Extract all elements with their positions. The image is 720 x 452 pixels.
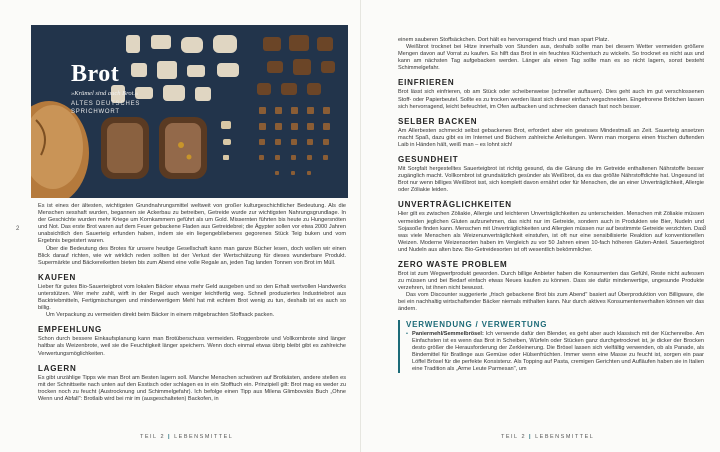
heading-zero-waste: ZERO WASTE PROBLEM (398, 259, 508, 269)
unvertraeglichkeiten-text: Hier gilt es zwischen Zöliakie, Allergie und leichteren Unverträglichkeiten zu unterscheiden. Menschen mit Zöliakie müssen vermeiden jeglichen Gluten aufzunehmen, das nicht nur im Getreide, sondern auch in Produkten wie Bier, Nudeln und Sojasoße finden kann. Menschen mit Unverträglichkeiten und Allergien müssen nur auf bestimmte Getreide verzichten. Das was viele Menschen als Weizenunverträglichkeit einstufen, ist oft nur eine sensibilisierte Reaktion auf konventionellen Weizen. Moderne Weizensorten haben im Vergleich zu vor 50 Jahren einen 10-fach höheren Gluten-Anteil. Sauerteigbrot und Nudeln aus alten bzw. Bio-Getreidesorten ist oft wesentlich bekömmlicher. (398, 211, 704, 253)
verwendung-list (406, 331, 704, 374)
quote-source: ALTES DEUTSCHES SPRICHWORT (71, 101, 141, 115)
footer-divider: | (168, 434, 175, 440)
einfrieren-text: Brot lässt sich einfrieren, ob am Stück oder scheibenweise (schneller auftauen). Dies geht auch im gut verschlossenen Stoff- oder Papierbeutel. Sollte es zu trocken werden lässt sich dieser einfach wegschneiden. Eingefrorene Brötchen lassen sich hervorragend, leicht befeuchtet, im Ofen aufbacken und schmecken danach fast noch besser. (398, 89, 704, 110)
zero-waste-text-2: Das vom Discounter suggerierte „frisch gebackene Brot bis zum Abend" basiert auf Überproduktion von Billigware, die bei ein nachhaltig wirtschaftender Bäcker niemals mithalten kann. Nur durch aktives Konsumentenverhalten können wir das ändern. (398, 292, 704, 313)
heading-einfrieren: EINFRIEREN (398, 78, 455, 88)
right-text-column (398, 37, 707, 373)
empfehlung-text: Schon durch bessere Einkaufsplanung kann man Brotüberschuss vermeiden. Roggenbrote und Vollkornbrote sind länger haltbar als Weizenbrote, weil sie die Feuchtigkeit länger speichern. Wenn doch einmal etwas übrig bleibt gibt es zahlreiche Verwertungsmöglichkeiten. (38, 336, 346, 357)
page-number-left: 2 (16, 226, 20, 232)
gesundheit-text: Mit Sorgfalt hergestelltes Sauerteigbrot ist richtig gesund, da die Gärung die im Getreide enthaltenen Nährstoffe besser zugänglich macht. Vollkornbrot ist grundsätzlich gesünder als Weißbrot, da es das größte Nährstoffdichte hat. Ungesund ist Brot nur wenn billiges Weißbrot isst, sich komplett davon ernährt oder für Menschen, die an einer Unverträglichkeit, Allergie oder Zöliakie leiden. (398, 166, 704, 194)
footer-right (501, 434, 594, 440)
page-number-right: 3 (703, 226, 707, 232)
lagern-text: Es gibt unzählige Tipps wie man Brot am Besten lagern soll. Manche Menschen schwören auf Brotkästen, andere stellen es mit der Schnittseite nach unten auf den Esstisch oder schlagen es in ein Stofftuch ein. Prinzipiell gilt: Brot mag es weder zu trocken noch zu feucht (Austrocknung und Schimmelgefahr). Ich befolge einen Tipp aus Milena Glimbovskis Buch „Ohne Wenn und Abfall": Brotlaib wird bei mir im (ausgeschalteten) Backofen, in (38, 374, 346, 402)
footer-left (140, 434, 233, 440)
footer-part: TEIL 2 (140, 434, 165, 440)
kaufen-text: Lieber für gutes Bio-Sauerteigbrot vom lokalen Bäcker etwas mehr Geld ausgeben und so den Erhalt wertvollen Handwerks unterstützen. Wer mehr zahlt, wirft in der Regel auch weniger leichtfertig weg. Schnell produziertes Industriebrot aus Backtriebmitteln, Fertigmischungen und minderwertigem Mehl hat mit echtem Brot wenig zu tun, deshalb ist es auch so billig. (38, 283, 346, 312)
intro-paragraph: Es ist eines der ältesten, wichtigsten Grundnahrungsmittel weltweit von großer kulturgeschichtlicher Bedeutung. Als die Menschen sesshaft wurden, begannen sie Ackerbau zu betreiben, Getreide wurde zur wichtigsten Nahrungsgrundlage. In der Geschichte wurden mehr Kriege um Kornkammern geführt als um Gold. Missernten führten bis heute zu Hungersnöten und Not. Das erste Brot waren auf dem Feuer gebackene Fladen aus Getreidebrei; die Ägypter sollen vor etwa 2000 Jahren unabsichtlich den Sauerteig erfunden haben, indem sie ein liegengebliebenes gegorenes Stück Teig buken und vom Ergebnis begeistert waren. (38, 203, 346, 245)
heading-verwendung: VERWENDUNG / VERWERTUNG (406, 319, 548, 329)
footer-section: LEBENSMITTEL (174, 434, 234, 440)
heading-kaufen: KAUFEN (38, 272, 77, 282)
heading-lagern: LAGERN (38, 363, 77, 373)
weissbrot-text: Weißbrot trocknet bei Hitze innerhalb von Stunden aus, deshalb sollte man bei diesem Wetter vermeiden größere Mengen davon auf Vorrat zu kaufen. Es hilft das Brot in ein feuchtes Küchentuch zu wickeln. So trocknet es nicht aus und kann am nächsten Tag aufgebacken werden. Länger als einen Tag sollte man es so nicht lagern, sonst besteht Schimmelgefahr. (398, 44, 704, 72)
list-item-title: Paniermehl/Semmelbrösel: (412, 330, 484, 337)
bread-photo (31, 25, 348, 198)
list-item (406, 331, 704, 374)
heading-unvertraeglichkeiten: UNVERTRÄGLICHKEITEN (398, 200, 512, 210)
heading-gesundheit: GESUNDHEIT (398, 155, 459, 165)
chapter-quote: »Krümel sind auch Brot.« (71, 90, 139, 97)
footer-section: LEBENSMITTEL (535, 434, 595, 440)
continued-text: einem sauberen Stoffsäckchen. Dort hält es hervorragend frisch und man spart Platz. (398, 37, 610, 43)
chapter-title: Brot (71, 61, 120, 87)
intro-paragraph-2: Über die Bedeutung des Brotes für unsere heutige Gesellschaft kann man ganze Bücher lesen, doch wollen wir einen Blick darauf richten, wie wir wirklich reden sollten ist der Verlust der Wertschätzung für dieses wunderbare Produkt. Supermärkte und Bäckereiketten bieten bis zum Abend eine volle Regale an, jeden Tag landen Tonnen von Brot im Müll. (38, 245, 346, 266)
selber-backen-text: Am Allerbesten schmeckt selbst gebackenes Brot, erfordert aber ein gewisses Mindestmaß an Zeit. Sauerteig ansetzen macht Spaß, dazu gibt es im Internet und Büchern zahlreiche Anleitungen. Wenn man morgens einen frischen duftenden Laib in Händen hält, weiß man – es lohnt sich! (398, 127, 704, 148)
footer-divider: | (529, 434, 536, 440)
heading-empfehlung: EMPFEHLUNG (38, 325, 102, 335)
heading-selber-backen: SELBER BACKEN (398, 116, 478, 126)
zero-waste-text: Brot ist zum Wegwerfprodukt geworden. Durch billige Anbieter haben die Konsumenten das Gefühl, Reste nicht aufessen zu müssen und bei Bedarf einfach etwas Neues kaufen zu können. Dass sie dafür minderwertige, ungesunde Produkte verzehren, ist ihnen nicht bewusst. (398, 270, 704, 292)
verwendung-box (398, 320, 704, 374)
kaufen-text-2: Um Verpackung zu vermeiden direkt beim Bäcker in einem mitgebrachten Stoffsack packen. (46, 312, 275, 319)
left-text-column (38, 203, 346, 403)
list-item-text: Ich verwende dafür den Blender, es geht aber auch klassisch mit der Küchenreibe. Am Einfachsten ist es wenn das Brot in Scheiben, Würfeln oder Stücken ganz durchgetrocknet ist, je dicker der Brocken desto größer die Herausforderung der Zerkleinerung. Die Brösel lassen sich vielfältig verwenden, ob als Panade, als Bindemittel für Bratlinge aus Gemüse oder Hülsenfrüchten. Immer wenn eine Masse zu feucht ist, sorgen ein paar Löffel Brösel für die perfekte Konsistenz. Als Topping auf Pasta, cremigen Gerichten und Aufläufen haben sie in Italien eine Tradition als „Arme Leute Parmesan", um (412, 330, 704, 372)
footer-part: TEIL 2 (501, 434, 526, 440)
